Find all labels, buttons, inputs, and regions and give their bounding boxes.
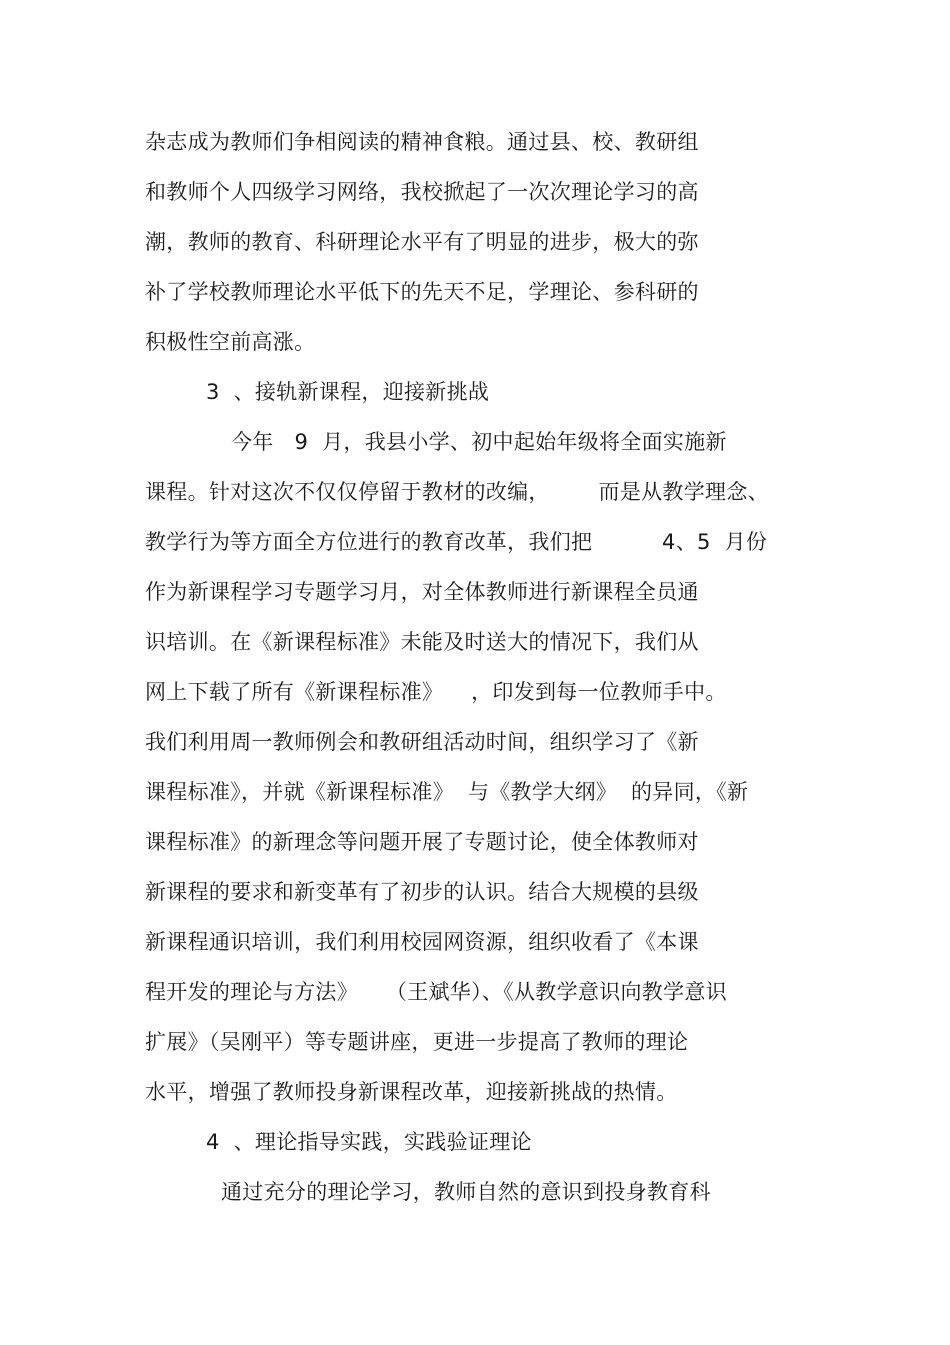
section-heading: 4 、理论指导实践，实践验证理论 [206, 1130, 532, 1154]
text-line: 和教师个人四级学习网络，我校掀起了一次次理论学习的高 [145, 180, 699, 204]
text-line: 我们利用周一教师例会和教研组活动时间，组织学习了《新 [145, 730, 699, 754]
text-line: 作为新课程学习专题学习月，对全体教师进行新课程全员通 [145, 580, 699, 604]
text-line: 潮，教师的教育、科研理论水平有了明显的进步，极大的弥 [145, 230, 699, 254]
paragraph-first-line: 今年 9 月，我县小学、初中起始年级将全面实施新 [231, 430, 727, 454]
text-line: 扩展》（吴刚平）等专题讲座，更进一步提高了教师的理论 [145, 1030, 689, 1054]
text-line: 补了学校教师理论水平低下的先天不足，学理论、参科研的 [145, 280, 699, 304]
text-line: 程开发的理论与方法》 （王斌华）、《从教学意识向教学意识 [145, 980, 727, 1004]
text-line: 新课程的要求和新变革有了初步的认识。结合大规模的县级 [145, 880, 699, 904]
text-line: 网上下载了所有《新课程标准》 ，印发到每一位教师手中。 [145, 680, 727, 704]
text-line: 新课程通识培训，我们利用校园网资源，组织收看了《本课 [145, 930, 699, 954]
section-heading: 3 、接轨新课程，迎接新挑战 [206, 380, 490, 404]
text-line: 杂志成为教师们争相阅读的精神食粮。通过县、校、教研组 [145, 130, 699, 154]
text-line: 课程标准》的新理念等问题开展了专题讨论，使全体教师对 [145, 830, 699, 854]
text-line: 积极性空前高涨。 [145, 330, 316, 354]
text-line: 课程标准》，并就《新课程标准》 与《教学大纲》 的异同，《新 [145, 780, 749, 804]
text-line: 教学行为等方面全方位进行的教育改革，我们把 4、5 月份 [145, 530, 768, 554]
text-line: 水平，增强了教师投身新课程改革，迎接新挑战的热情。 [145, 1080, 678, 1104]
paragraph-first-line: 通过充分的理论学习，教师自然的意识到投身教育科 [221, 1180, 711, 1204]
text-line: 识培训。在《新课程标准》未能及时送大的情况下，我们从 [145, 630, 699, 654]
text-line: 课程。针对这次不仅仅停留于教材的改编， 而是从教学理念、 [145, 480, 769, 504]
